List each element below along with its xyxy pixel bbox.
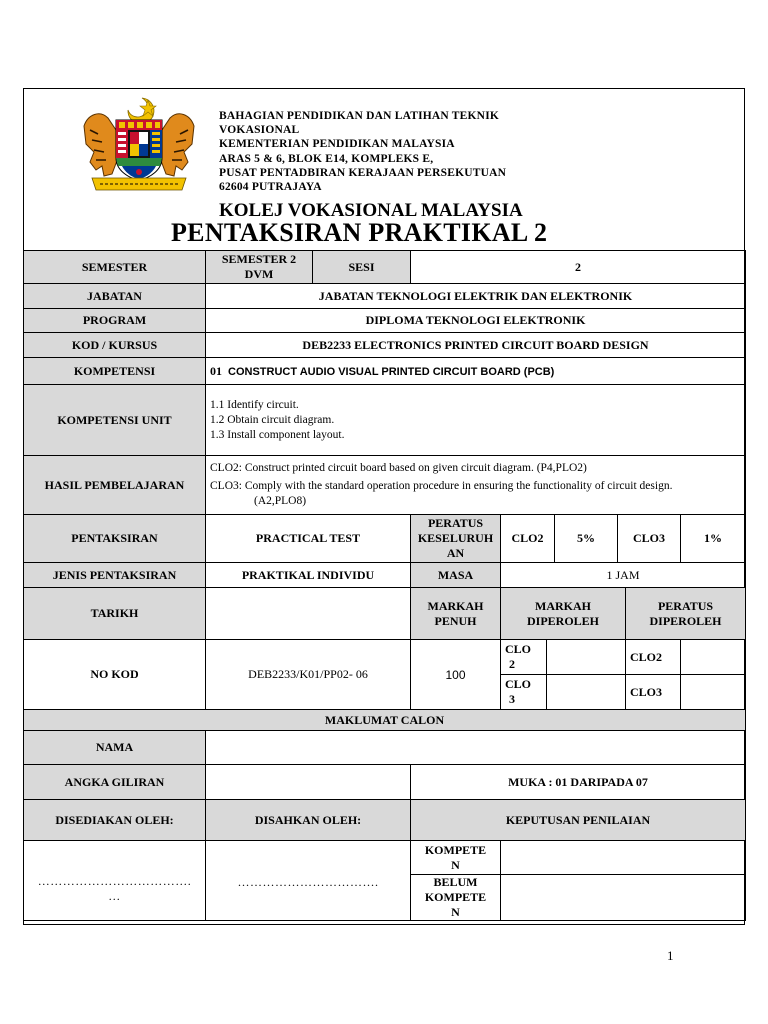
clo3-percent-label: CLO3 — [626, 675, 681, 710]
kompetensi-unit-label: KOMPETENSI UNIT — [24, 385, 206, 456]
clo3-percent-value[interactable] — [681, 675, 746, 710]
disediakan-label: DISEDIAKAN OLEH: — [24, 800, 206, 841]
angka-row — [24, 765, 746, 800]
clo3-percentage: 1% — [681, 515, 746, 563]
kod-value: DEB2233 ELECTRONICS PRINTED CIRCUIT BOARD DESIGN — [206, 333, 746, 358]
tarikh-value[interactable] — [206, 588, 411, 640]
clo3-mark-value[interactable] — [547, 675, 626, 710]
clo2-percent-value[interactable] — [681, 640, 746, 675]
masa-label: MASA — [411, 563, 501, 588]
jabatan-label: JABATAN — [24, 284, 206, 309]
maklumat-calon-header: MAKLUMAT CALON — [24, 710, 746, 731]
masa-value: 1 JAM — [501, 563, 746, 588]
clo2-percent-label: CLO2 — [626, 640, 681, 675]
markah-penuh-value: 100 — [411, 640, 501, 710]
address-line: KEMENTERIAN PENDIDIKAN MALAYSIA — [219, 138, 455, 151]
kompetensi-unit-list — [206, 385, 746, 456]
belum-kompeten-label: BELUM KOMPETE N — [411, 875, 501, 921]
nokod-label: NO KOD — [24, 640, 206, 710]
pentaksiran-value: PRACTICAL TEST — [206, 515, 411, 563]
disediakan-signature-line: ………………………………. … — [24, 841, 206, 921]
peratus-diperoleh-label: PERATUS DIPEROLEH — [626, 588, 746, 640]
kompetensi-value — [206, 358, 746, 385]
markah-penuh-label: MARKAH PENUH — [411, 588, 501, 640]
clo3-outcome: CLO3: Comply with the standard operation procedure in ensuring the functionality of circuit design. — [210, 480, 673, 492]
clo2-mark-value[interactable] — [547, 640, 626, 675]
kompetensi-title: CONSTRUCT AUDIO VISUAL PRINTED CIRCUIT BOARD (PCB) — [228, 365, 555, 378]
angka-giliran-label: ANGKA GILIRAN — [24, 765, 206, 800]
kod-row — [24, 333, 746, 358]
disahkan-label: DISAHKAN OLEH: — [206, 800, 411, 841]
tarikh-label: TARIKH — [24, 588, 206, 640]
markah-diperoleh-label: MARKAH DIPEROLEH — [501, 588, 626, 640]
list-item: 1.1 Identify circuit. — [210, 398, 299, 411]
semester-label: SEMESTER — [24, 251, 206, 284]
maklumat-row — [24, 710, 746, 731]
list-item: 1.2 Obtain circuit diagram. — [210, 413, 335, 426]
pentaksiran-label: PENTAKSIRAN — [24, 515, 206, 563]
disahkan-signature-line: ……………………………. — [206, 841, 411, 921]
program-row — [24, 309, 746, 333]
program-value: DIPLOMA TEKNOLOGI ELEKTRONIK — [206, 309, 746, 333]
hasil-value — [206, 456, 746, 515]
clo3-mark-label: CLO 3 — [501, 675, 547, 710]
jenis-row — [24, 563, 746, 588]
nama-row — [24, 731, 746, 765]
kod-label: KOD / KURSUS — [24, 333, 206, 358]
nama-value[interactable] — [206, 731, 746, 765]
malaysia-coat-of-arms-logo — [78, 96, 200, 196]
pentaksiran-row — [24, 515, 746, 563]
jabatan-value: JABATAN TEKNOLOGI ELEKTRIK DAN ELEKTRONIK — [206, 284, 746, 309]
clo3-outcome-cont: (A2,PLO8) — [254, 495, 307, 507]
clo2-outcome: CLO2: Construct printed circuit board based on given circuit diagram. (P4,PLO2) — [210, 462, 587, 474]
nokod-row-1 — [24, 640, 746, 675]
address-line: 62604 PUTRAJAYA — [219, 181, 322, 194]
clo2-percentage: 5% — [555, 515, 618, 563]
tarikh-row — [24, 588, 746, 640]
list-item: 1.3 Install component layout. — [210, 428, 345, 441]
sesi-value: 2 — [411, 251, 746, 284]
document-title: PENTAKSIRAN PRAKTIKAL 2 — [171, 218, 548, 247]
clo2-label: CLO2 — [501, 515, 555, 563]
kompeten-checkbox[interactable] — [501, 841, 746, 875]
jabatan-row — [24, 284, 746, 309]
belum-kompeten-checkbox[interactable] — [501, 875, 746, 921]
signature-row-1 — [24, 841, 746, 875]
semester-value: SEMESTER 2 DVM — [206, 251, 313, 284]
assessment-form-table — [23, 250, 746, 921]
jenis-value: PRAKTIKAL INDIVIDU — [206, 563, 411, 588]
kompetensi-unit-row — [24, 385, 746, 456]
program-label: PROGRAM — [24, 309, 206, 333]
sesi-label: SESI — [313, 251, 411, 284]
address-line: VOKASIONAL — [219, 124, 300, 137]
keputusan-label: KEPUTUSAN PENILAIAN — [411, 800, 746, 841]
ministry-address — [219, 109, 506, 194]
jenis-label: JENIS PENTAKSIRAN — [24, 563, 206, 588]
nama-label: NAMA — [24, 731, 206, 765]
semester-row — [24, 251, 746, 284]
hasil-row — [24, 456, 746, 515]
page-number: 1 — [667, 948, 674, 963]
address-line: BAHAGIAN PENDIDIKAN DAN LATIHAN TEKNIK — [219, 110, 500, 122]
nokod-value: DEB2233/K01/PP02- 06 — [206, 640, 411, 710]
clo2-mark-label: CLO 2 — [501, 640, 547, 675]
hasil-label: HASIL PEMBELAJARAN — [24, 456, 206, 515]
peratus-keseluruhan-label: PERATUS KESELURUH AN — [411, 515, 501, 563]
address-line: ARAS 5 & 6, BLOK E14, KOMPLEKS E, — [219, 152, 434, 165]
kompetensi-label: KOMPETENSI — [24, 358, 206, 385]
college-name: KOLEJ VOKASIONAL MALAYSIA — [219, 200, 523, 221]
angka-giliran-value[interactable] — [206, 765, 411, 800]
page-count: MUKA : 01 DARIPADA 07 — [411, 765, 746, 800]
kompeten-label: KOMPETE N — [411, 841, 501, 875]
clo3-label: CLO3 — [618, 515, 681, 563]
kompetensi-number: 01 — [210, 363, 222, 378]
address-line: PUSAT PENTADBIRAN KERAJAAN PERSEKUTUAN — [219, 166, 507, 179]
signature-header-row — [24, 800, 746, 841]
kompetensi-row — [24, 358, 746, 385]
